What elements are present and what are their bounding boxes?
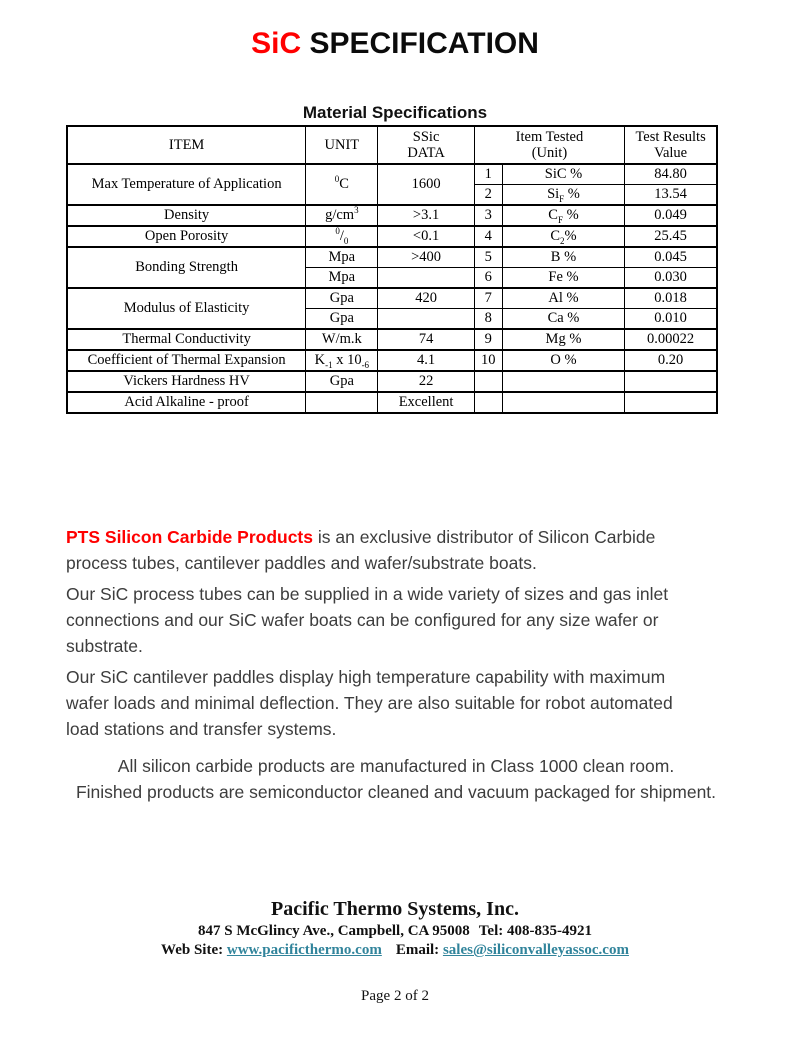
- column-header: Test Results Value: [625, 126, 717, 164]
- table-cell: 9: [474, 329, 502, 350]
- column-header: SSic DATA: [378, 126, 474, 164]
- table-cell: Gpa: [306, 288, 378, 309]
- table-cell: Gpa: [306, 371, 378, 392]
- table-cell: Mpa: [306, 268, 378, 289]
- table-cell: 0.00022: [625, 329, 717, 350]
- table-cell: $^0/_0$: [306, 226, 378, 247]
- email-label: Email:: [395, 942, 440, 958]
- email-link[interactable]: sales@siliconvalleyassoc.com: [442, 942, 629, 958]
- table-cell: 22: [378, 371, 474, 392]
- table-cell: 13.54: [625, 185, 717, 206]
- paragraph-intro-line2: process tubes, cantilever paddles and wafer/substrate boats.: [66, 553, 537, 573]
- document-page: [0, 27, 790, 1049]
- website-link[interactable]: www.pacificthermo.com: [226, 942, 382, 958]
- table-cell: 0.049: [625, 205, 717, 226]
- table-cell: Modulus of Elasticity: [67, 288, 306, 329]
- page-number: Page 2 of 2: [361, 988, 429, 1004]
- column-header: Item Tested (Unit): [474, 126, 624, 164]
- table-cell: $C_2\%$: [502, 226, 624, 247]
- body-text: [66, 524, 730, 805]
- table-cell: Acid Alkaline - proof: [67, 392, 306, 413]
- table-cell: >3.1: [378, 205, 474, 226]
- table-cell: SiC %: [502, 164, 624, 185]
- pts-products-highlight: PTS Silicon Carbide Products: [66, 527, 313, 547]
- table-cell: 25.45: [625, 226, 717, 247]
- table-cell: <0.1: [378, 226, 474, 247]
- street-address: 847 S McGlincy Ave., Campbell, CA 95008: [197, 923, 470, 939]
- table-cell: W/m.k: [306, 329, 378, 350]
- paragraph-cantilever-paddles: Our SiC cantilever paddles display high temperature capability with maximum wafer loads and minimal deflection. They are also suitable for robot automated load stations and transfer systems.: [66, 667, 673, 739]
- table-cell: 2: [474, 185, 502, 206]
- paragraph-intro-line1: is an exclusive distributor of Silicon Carbide: [313, 527, 656, 547]
- table-cell: >400: [378, 247, 474, 268]
- contact-line: [0, 941, 790, 960]
- table-cell: $^0$C: [306, 164, 378, 205]
- table-cell: O %: [502, 350, 624, 371]
- company-name: Pacific Thermo Systems, Inc.: [271, 898, 519, 920]
- table-cell: 1600: [378, 164, 474, 205]
- table-cell: Mpa: [306, 247, 378, 268]
- table-cell: Coefficient of Thermal Expansion: [67, 350, 306, 371]
- table-cell: Mg %: [502, 329, 624, 350]
- table-cell: [378, 268, 474, 289]
- table-header-row: [67, 126, 717, 164]
- table-cell: 8: [474, 309, 502, 330]
- table-cell: B %: [502, 247, 624, 268]
- table-cell: Vickers Hardness HV: [67, 371, 306, 392]
- page-title: [0, 27, 790, 61]
- page-title-rest: SPECIFICATION: [301, 27, 539, 60]
- table-cell: $K_{-1}$ x $10_{-6}$: [306, 350, 378, 371]
- table-row: [67, 371, 717, 392]
- table-cell: [502, 392, 624, 413]
- table-cell: [306, 392, 378, 413]
- table-cell: 0.20: [625, 350, 717, 371]
- web-label: Web Site:: [161, 942, 224, 958]
- footer: [0, 897, 790, 960]
- table-cell: 420: [378, 288, 474, 309]
- table-cell: 74: [378, 329, 474, 350]
- table-cell: [625, 371, 717, 392]
- table-row: [67, 350, 717, 371]
- table-cell: Gpa: [306, 309, 378, 330]
- table-row: [67, 205, 717, 226]
- table-row: [67, 288, 717, 309]
- column-header: ITEM: [67, 126, 306, 164]
- table-caption: Material Specifications: [302, 103, 488, 122]
- table-cell: [474, 392, 502, 413]
- address-line: [0, 922, 790, 941]
- table-cell: Excellent: [378, 392, 474, 413]
- table-cell: 4.1: [378, 350, 474, 371]
- table-row: [67, 164, 717, 185]
- table-cell: 84.80: [625, 164, 717, 185]
- table-cell: 10: [474, 350, 502, 371]
- table-cell: 1: [474, 164, 502, 185]
- table-cell: 4: [474, 226, 502, 247]
- table-cell: [502, 371, 624, 392]
- table-row: [67, 247, 717, 268]
- table-cell: 7: [474, 288, 502, 309]
- table-cell: 0.018: [625, 288, 717, 309]
- paragraph-process-tubes: Our SiC process tubes can be supplied in a wide variety of sizes and gas inlet connections and our SiC wafer boats can be configured for any size wafer or substrate.: [66, 584, 669, 656]
- table-cell: Thermal Conductivity: [67, 329, 306, 350]
- table-row: [67, 392, 717, 413]
- table-cell: [625, 392, 717, 413]
- table-cell: $g/cm^3$: [306, 205, 378, 226]
- table-cell: 0.045: [625, 247, 717, 268]
- table-cell: [474, 371, 502, 392]
- page-title-accent: SiC: [251, 27, 302, 60]
- table-cell: 0.010: [625, 309, 717, 330]
- table-row: [67, 226, 717, 247]
- table-cell: Bonding Strength: [67, 247, 306, 288]
- table-cell: Density: [67, 205, 306, 226]
- paragraph-clean-room: All silicon carbide products are manufactured in Class 1000 clean room. Finished products are semiconductor cleaned and vacuum packaged for shipment.: [75, 756, 717, 802]
- table-cell: 3: [474, 205, 502, 226]
- table-cell: Open Porosity: [67, 226, 306, 247]
- table-cell: Max Temperature of Application: [67, 164, 306, 205]
- table-cell: [378, 309, 474, 330]
- table-cell: 0.030: [625, 268, 717, 289]
- table-row: [67, 329, 717, 350]
- material-spec-table: [66, 125, 718, 414]
- table-cell: Fe %: [502, 268, 624, 289]
- paragraph-intro: [66, 524, 730, 576]
- table-cell: $Si_F$ %: [502, 185, 624, 206]
- table-cell: Ca %: [502, 309, 624, 330]
- table-cell: $C_F$ %: [502, 205, 624, 226]
- column-header: UNIT: [306, 126, 378, 164]
- phone-number: Tel: 408-835-4921: [478, 923, 592, 939]
- table-cell: 6: [474, 268, 502, 289]
- table-cell: 5: [474, 247, 502, 268]
- table-cell: Al %: [502, 288, 624, 309]
